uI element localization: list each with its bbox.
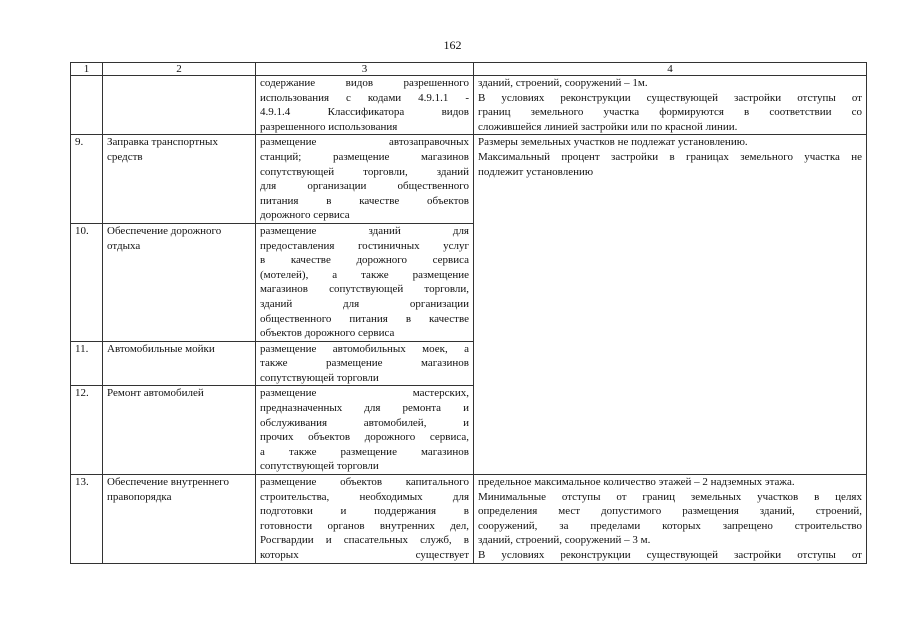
header-col-2: 2	[103, 63, 256, 76]
row-description	[256, 475, 474, 564]
parameter-line: Максимальный процент застройки в границах земельного участка не	[478, 150, 862, 163]
description-line: содержание видов разрешенного	[260, 77, 469, 89]
description-line: общественного питания в качестве	[260, 312, 469, 325]
row-parameters	[474, 135, 867, 475]
row-description	[256, 135, 474, 224]
header-col-4: 4	[474, 63, 867, 76]
row-name	[103, 76, 256, 135]
parameter-line: зданий, строений, сооружений – 3 м.	[478, 534, 651, 547]
page-number: 162	[443, 38, 462, 52]
description-line: обслуживания автомобилей, и	[260, 416, 469, 429]
description-line: прочих объектов дорожного сервиса,	[260, 431, 469, 444]
row-name: Обеспечение внутреннего правопорядка	[103, 475, 256, 564]
land-use-table	[70, 62, 867, 564]
description-line: Росгвардии и спасательных служб, в	[260, 534, 469, 547]
parameter-line: зданий, строений, сооружений – 1м.	[478, 77, 648, 89]
description-line: которых существует	[260, 549, 469, 561]
parameter-line: сложившейся линией застройки или по красной линии.	[478, 120, 738, 133]
row-number: 12.	[71, 386, 103, 475]
description-line: предоставления гостиничных услуг	[260, 239, 469, 252]
description-line: также размещение магазинов	[260, 357, 469, 370]
description-line: (мотелей), а также размещение	[260, 268, 469, 281]
row-description	[256, 341, 474, 386]
table-header-row	[71, 63, 867, 76]
row-number: 10.	[71, 223, 103, 341]
row-parameters	[474, 475, 867, 564]
row-description	[256, 223, 474, 341]
description-line: использования с кодами 4.9.1.1 -	[260, 91, 469, 104]
table-row	[71, 475, 867, 564]
parameter-line: В условиях реконструкции существующей застройки отступы от	[478, 91, 862, 104]
description-line: магазинов сопутствующей торговли,	[260, 283, 469, 296]
description-line: размещение автомобильных моек, а	[260, 342, 469, 355]
row-description	[256, 386, 474, 475]
parameter-line: подлежит установлению	[478, 165, 594, 178]
description-line: в качестве дорожного сервиса	[260, 254, 469, 267]
description-line: размещение автозаправочных	[260, 136, 469, 149]
parameter-line: определения мест допустимого размещения зданий, строений,	[478, 505, 862, 518]
description-line: подготовки и поддержания в	[260, 505, 469, 518]
row-name: Автомобильные мойки	[103, 341, 256, 386]
row-number: 13.	[71, 475, 103, 564]
row-name: Обеспечение дорожного отдыха	[103, 223, 256, 341]
row-number	[71, 76, 103, 135]
parameter-line: границ земельного участка формируются в соответствии со	[478, 106, 862, 119]
description-line: строительства, необходимых для	[260, 490, 469, 503]
parameter-line: Минимальные отступы от границ земельных участков в целях	[478, 490, 862, 503]
parameter-line: Размеры земельных участков не подлежат установлению.	[478, 136, 748, 149]
table-row	[71, 135, 867, 224]
description-line: сопутствующей торговли	[260, 371, 379, 384]
header-col-1: 1	[71, 63, 103, 76]
description-line: размещение зданий для	[260, 224, 469, 237]
description-line: готовности органов внутренних дел,	[260, 519, 469, 532]
description-line: дорожного сервиса	[260, 209, 350, 222]
description-line: станций; размещение магазинов	[260, 150, 469, 163]
description-line: сопутствующей торговли	[260, 460, 379, 473]
description-line: для организации общественного	[260, 180, 469, 193]
description-line: а также размещение магазинов	[260, 445, 469, 458]
parameter-line: сооружений, за пределами которых запрещено строительство	[478, 519, 862, 532]
description-line: предназначенных для ремонта и	[260, 402, 469, 415]
description-line: размещение объектов капитального	[260, 476, 469, 489]
description-line: сопутствующей торговли, зданий	[260, 165, 469, 178]
row-description	[256, 76, 474, 135]
row-name: Ремонт автомобилей	[103, 386, 256, 475]
row-number: 11.	[71, 341, 103, 386]
description-line: зданий для организации	[260, 297, 469, 310]
table-row	[71, 76, 867, 135]
row-name: Заправка транспортных средств	[103, 135, 256, 224]
parameter-line: предельное максимальное количество этажей – 2 надземных этажа.	[478, 476, 795, 489]
description-line: размещение мастерских,	[260, 387, 469, 400]
row-parameters	[474, 76, 867, 135]
description-line: разрешенного использования	[260, 120, 398, 133]
header-col-3: 3	[256, 63, 474, 76]
description-line: 4.9.1.4 Классификатора видов	[260, 106, 469, 119]
parameter-line: В условиях реконструкции существующей застройки отступы от	[478, 549, 862, 561]
row-number: 9.	[71, 135, 103, 224]
description-line: питания в качестве объектов	[260, 194, 469, 207]
description-line: объектов дорожного сервиса	[260, 327, 395, 340]
